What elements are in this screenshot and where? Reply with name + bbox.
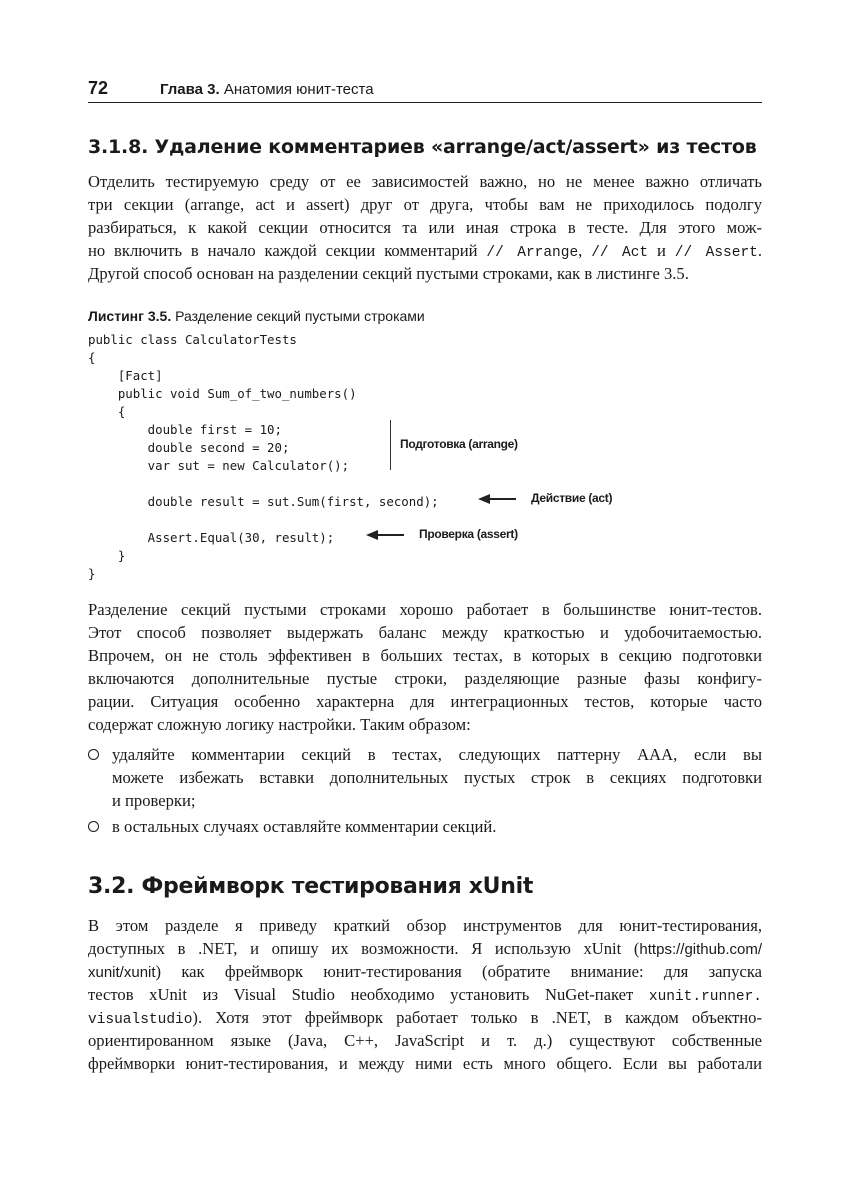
code-line: double second = 20; [88, 440, 290, 455]
list-item [88, 743, 762, 812]
text-run: но включить в начало каждой секции комментарий [88, 241, 487, 260]
listing-caption [88, 308, 425, 324]
text-line: разбираться, к какой секции относится та или иная строка в тесте. Для этого мож- [88, 218, 762, 237]
code-line [88, 475, 439, 493]
text-run: тестов xUnit из Visual Studio необходимо установить NuGet-пакет [88, 985, 649, 1004]
code-line: } [88, 566, 96, 581]
text-line: Этот способ позволяет выдержать баланс между краткостью и удобочитаемостью. [88, 623, 762, 642]
text-line [88, 1006, 762, 1029]
code-line: public class CalculatorTests [88, 332, 297, 347]
page-number: 72 [88, 78, 109, 98]
list-item [88, 815, 762, 838]
code-line [88, 511, 439, 529]
github-link[interactable]: https://github.com/ [639, 941, 762, 958]
text-line: содержат сложную логику настройки. Таким образом: [88, 715, 471, 734]
inline-code: // Act [591, 245, 649, 261]
inline-code: // Assert [674, 245, 758, 261]
chapter-label: Глава 3. [160, 81, 220, 98]
section-heading-3-1-8: 3.1.8. Удаление комментариев «arrange/act/assert» из тестов [88, 136, 757, 158]
text-line [88, 960, 762, 983]
paragraph-xunit [88, 914, 762, 1075]
annotation-act: Действие (act) [531, 491, 613, 505]
text-run: и [648, 241, 675, 260]
code-line: { [88, 350, 96, 365]
text-line: Отделить тестируемую среду от ее зависимостей важно, но не менее важно отличать [88, 172, 762, 191]
section-heading-3-2: 3.2. Фреймворк тестирования xUnit [88, 874, 534, 899]
arrow-left-icon [366, 530, 404, 540]
text-line: рации. Ситуация особенно характерна для интеграционных тестов, которые часто [88, 692, 762, 711]
listing-title: Разделение секций пустыми строками [171, 308, 425, 324]
code-line: double result = sut.Sum(first, second); [88, 494, 439, 509]
arrange-bracket [390, 420, 391, 470]
github-link[interactable]: xunit/xunit [88, 964, 156, 981]
code-line: double first = 10; [88, 422, 282, 437]
text-line: Разделение секций пустыми строками хорошо работает в большинстве юнит-тестов. [88, 600, 762, 619]
text-line [88, 983, 762, 1006]
code-listing [88, 331, 439, 583]
text-run: , [578, 241, 592, 260]
inline-code: // Arrange [486, 245, 579, 261]
chapter-title [160, 81, 374, 98]
text-run: доступных в .NET, и опишу их возможности. Я использую xUnit ( [88, 939, 640, 958]
inline-code: visualstudio [88, 1012, 193, 1028]
bullet-list [88, 743, 762, 838]
code-line: public void Sum_of_two_numbers() [88, 386, 357, 401]
paragraph-blank-lines [88, 598, 762, 736]
text-line: ориентированном языке (Java, C++, JavaScript и т. д.) существуют собственные [88, 1031, 762, 1050]
arrow-left-icon [478, 494, 516, 504]
text-line [88, 239, 762, 262]
running-header [88, 78, 762, 103]
code-line: Assert.Equal(30, result); [88, 530, 335, 545]
text-line: три секции (arrange, act и assert) друг от друга, чтобы вам не приходилось подолгу [88, 195, 762, 214]
paragraph-intro [88, 170, 762, 285]
text-line: Другой способ основан на разделении секций пустыми строками, как в листинге 3.5. [88, 264, 689, 283]
text-line: В этом разделе я приведу краткий обзор инструментов для юнит-тестирования, [88, 916, 762, 935]
chapter-name: Анатомия юнит-теста [223, 81, 374, 98]
text-line: и проверки; [112, 791, 196, 810]
code-line: [Fact] [88, 368, 163, 383]
text-run: ) как фреймворк юнит-тестирования (обратите внимание: для запуска [155, 962, 762, 981]
code-line: { [88, 404, 126, 419]
code-line: var sut = new Calculator(); [88, 458, 350, 473]
text-run: . [757, 241, 762, 260]
circle-bullet-icon [88, 749, 99, 760]
circle-bullet-icon [88, 821, 99, 832]
text-line: фреймворки юнит-тестирования, и между ними есть много общего. Если вы работали [88, 1054, 762, 1073]
inline-code: xunit.runner. [648, 989, 762, 1005]
annotation-arrange: Подготовка (arrange) [400, 437, 518, 451]
text-line: можете избежать вставки дополнительных пустых строк в секциях подготовки [112, 768, 762, 787]
text-line: Впрочем, он не столь эффективен в больших тестах, в которых в секцию подготовки [88, 646, 762, 665]
text-line: в остальных случаях оставляйте комментарии секций. [112, 817, 497, 836]
annotation-assert: Проверка (assert) [419, 527, 518, 541]
listing-label: Листинг 3.5. [88, 308, 172, 324]
text-line [88, 937, 762, 960]
text-line: включаются дополнительные пустые строки, разделяющие разные фазы конфигу- [88, 669, 762, 688]
text-line: удаляйте комментарии секций в тестах, следующих паттерну AAA, если вы [112, 745, 762, 764]
code-line: } [88, 548, 126, 563]
text-run: ). Хотя этот фреймворк работает только в .NET, в каждом объектно- [192, 1008, 762, 1027]
